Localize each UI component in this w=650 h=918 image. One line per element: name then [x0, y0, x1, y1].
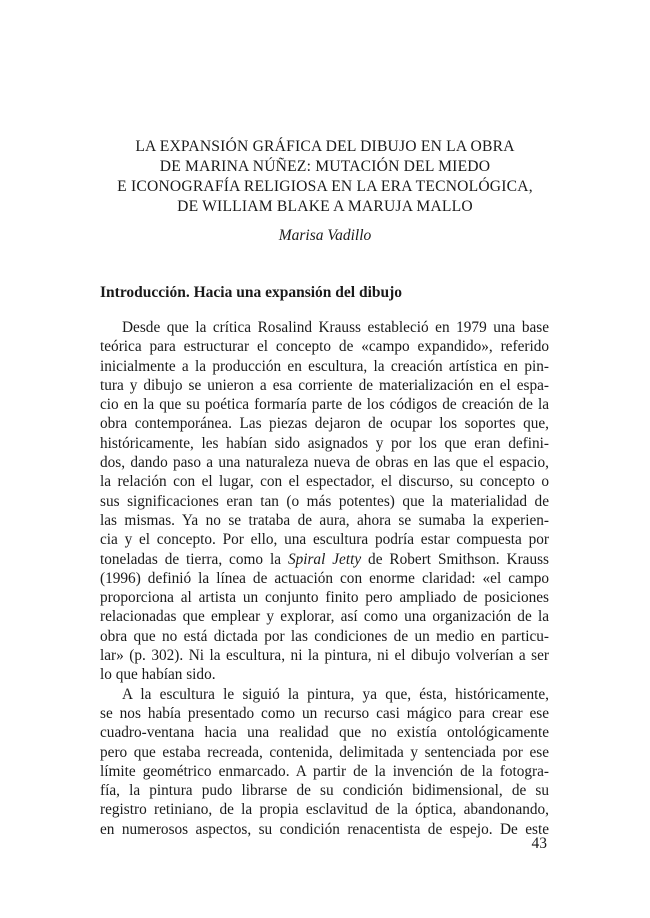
text-line: cia y el concepto. Por ello, una escultura podría estar compuesta por	[100, 531, 549, 549]
text-line: A la escultura le siguió la pintura, ya que, ésta, históricamente,	[122, 685, 549, 703]
body-text	[100, 318, 549, 839]
text-line: las mismas. Ya no se trataba de aura, ahora se sumaba la experien-	[100, 511, 549, 529]
text-line: teórica para estructurar el concepto de «campo expandido», referido	[100, 338, 549, 356]
author-name: Marisa Vadillo	[278, 227, 372, 244]
text-line: cuadro-ventana hacia una realidad que no existía ontológicamente	[100, 724, 549, 742]
text-line: proporciona al artista un conjunto finito pero ampliado de posiciones	[100, 589, 549, 607]
text-line: tura y dibujo se unieron a esa corriente de materialización en el espa-	[100, 376, 549, 394]
text-line: obra contemporánea. Las piezas dejaron de ocupar los soportes que,	[100, 415, 549, 433]
text-line: históricamente, les habían sido asignados y por los que eran defini-	[100, 434, 549, 452]
chapter-title	[92, 137, 558, 217]
title-line: E ICONOGRAFÍA RELIGIOSA EN LA ERA TECNOLÓGICA,	[117, 178, 533, 195]
text-line: cio en la que su poética formaría parte de los códigos de creación de la	[100, 396, 549, 414]
text-line: obra que no está dictada por las condiciones de un medio en particu-	[100, 627, 549, 645]
text-line: la relación con el lugar, con el espectador, el discurso, su concepto o	[100, 473, 549, 491]
page-number: 43	[531, 835, 547, 852]
text-line: (1996) definió la línea de actuación con enorme claridad: «el campo	[100, 569, 549, 587]
title-line: DE MARINA NÚÑEZ: MUTACIÓN DEL MIEDO	[159, 158, 491, 175]
text-line: lar» (p. 302). Ni la escultura, ni la pintura, ni el dibujo volverían a ser	[100, 647, 549, 665]
text-line: relacionadas que emplear y explorar, así como una organización de la	[100, 608, 549, 626]
text-segment: toneladas de tierra, como la	[100, 550, 288, 568]
text-line: inicialmente a la producción en escultura, la creación artística en pin-	[100, 357, 549, 375]
text-line: dos, dando paso a una naturaleza nueva de obras en las que el espacio,	[100, 454, 549, 472]
text-segment: de Robert Smithson. Krauss	[361, 550, 550, 568]
text-line: registro retiniano, de la propia esclavitud de la óptica, abandonando,	[100, 801, 549, 819]
text-line: en numerosos aspectos, su condición renacentista de espejo. De este	[100, 820, 549, 838]
text-line: Desde que la crítica Rosalind Krauss estableció en 1979 una base	[122, 319, 549, 336]
artwork-title: Spiral Jetty	[287, 550, 362, 568]
title-line: DE WILLIAM BLAKE A MARUJA MALLO	[177, 198, 473, 215]
text-line: se nos había presentado como un recurso casi mágico para crear ese	[100, 704, 549, 722]
text-line	[100, 550, 549, 569]
section-heading: Introducción. Hacia una expansión del dibujo	[100, 284, 403, 301]
text-line: lo que habían sido.	[100, 666, 216, 684]
text-line: límite geométrico enmarcado. A partir de la invención de la fotogra-	[100, 762, 549, 780]
text-line: fía, la pintura pudo librarse de su condición bidimensional, de su	[100, 782, 549, 800]
text-line: sus significaciones eran tan (o más potentes) que la materialidad de	[100, 492, 549, 510]
text-line: pero que estaba recreada, contenida, delimitada y sentenciada por ese	[100, 743, 549, 761]
title-line: LA EXPANSIÓN GRÁFICA DEL DIBUJO EN LA OBRA	[135, 138, 515, 155]
